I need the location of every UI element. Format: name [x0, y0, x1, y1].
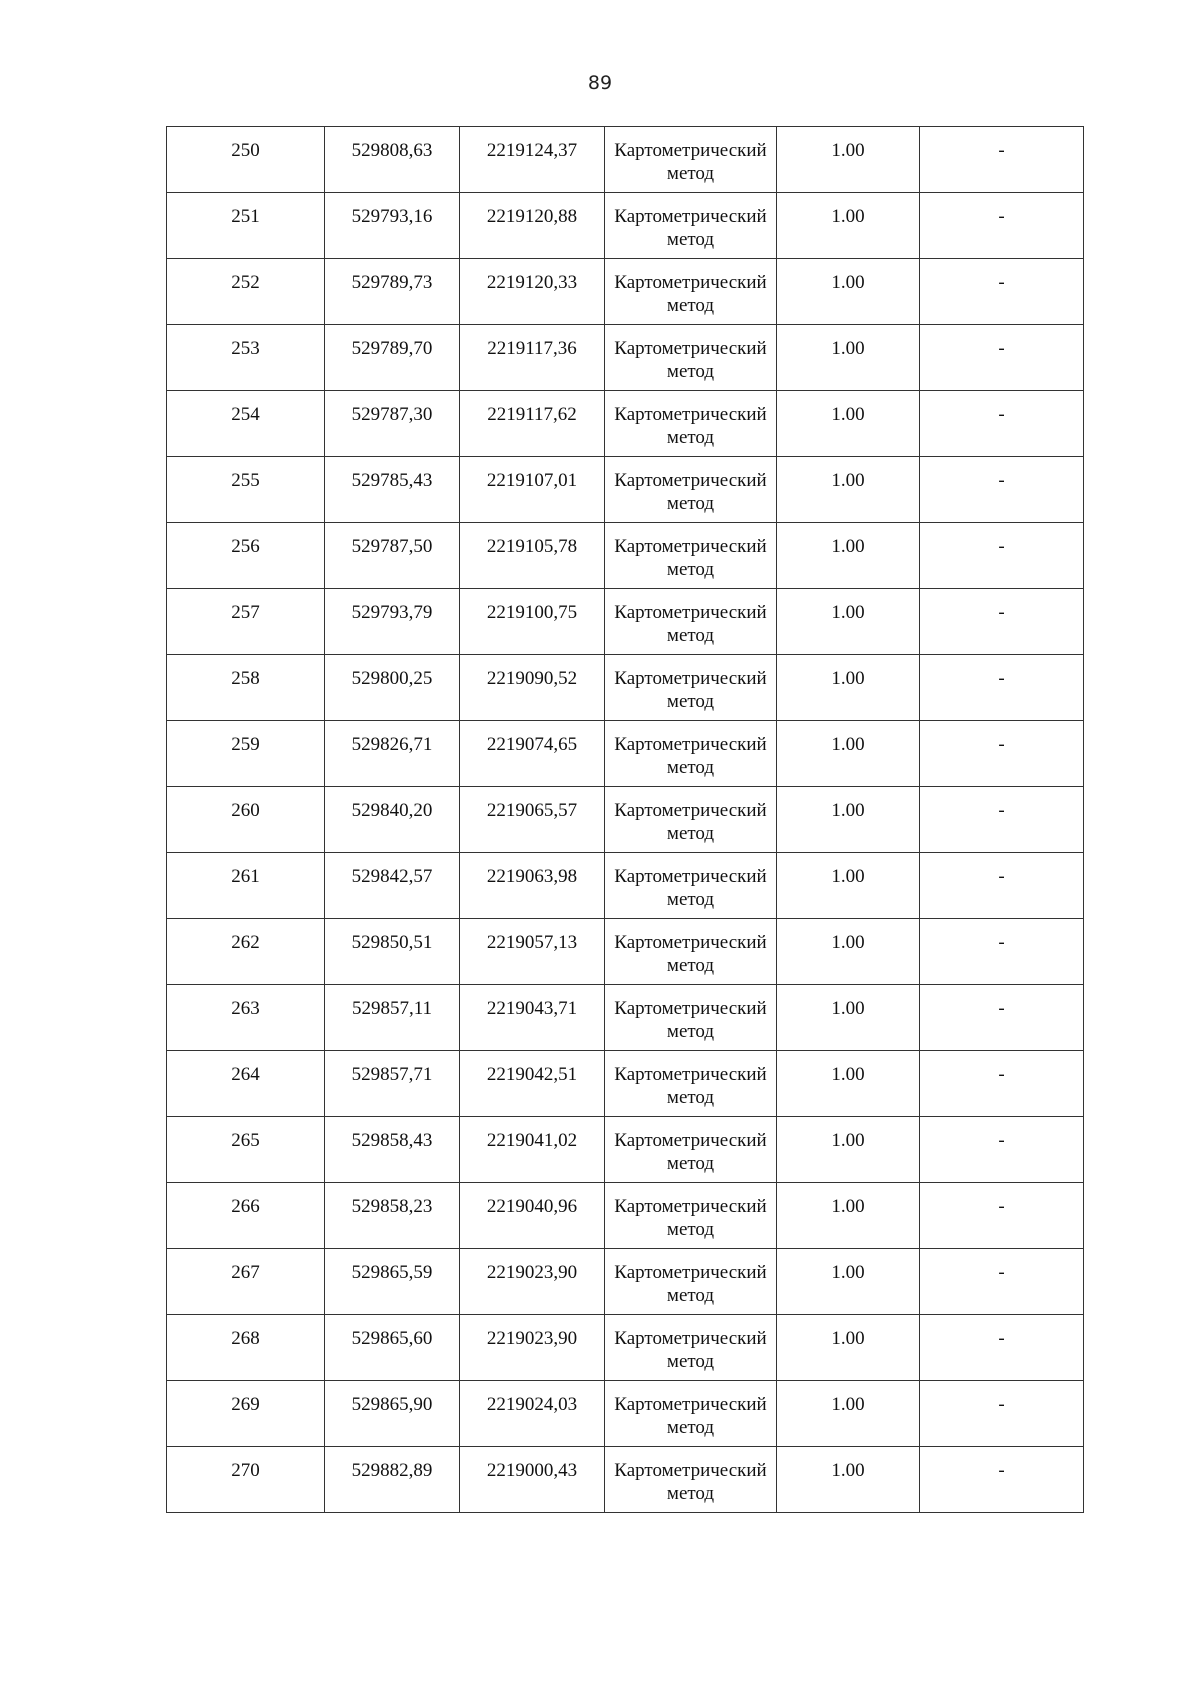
- accuracy-cell: 1.00: [777, 127, 920, 193]
- accuracy-cell: 1.00: [777, 457, 920, 523]
- table-row: [167, 721, 1084, 787]
- point-number-cell: 270: [167, 1447, 325, 1513]
- x-coordinate-cell: 529840,20: [325, 787, 460, 853]
- method-cell: Картометрический метод: [605, 523, 777, 589]
- x-coordinate-cell: 529785,43: [325, 457, 460, 523]
- accuracy-cell: 1.00: [777, 1183, 920, 1249]
- method-cell: Картометрический метод: [605, 985, 777, 1051]
- x-coordinate-cell: 529789,70: [325, 325, 460, 391]
- method-cell: Картометрический метод: [605, 1447, 777, 1513]
- y-coordinate-cell: 2219107,01: [460, 457, 605, 523]
- point-number-cell: 250: [167, 127, 325, 193]
- table-row: [167, 985, 1084, 1051]
- y-coordinate-cell: 2219090,52: [460, 655, 605, 721]
- y-coordinate-cell: 2219065,57: [460, 787, 605, 853]
- point-number-cell: 262: [167, 919, 325, 985]
- y-coordinate-cell: 2219120,88: [460, 193, 605, 259]
- method-cell: Картометрический метод: [605, 1051, 777, 1117]
- method-cell: Картометрический метод: [605, 721, 777, 787]
- point-number-cell: 261: [167, 853, 325, 919]
- method-cell: Картометрический метод: [605, 787, 777, 853]
- y-coordinate-cell: 2219041,02: [460, 1117, 605, 1183]
- table-row: [167, 391, 1084, 457]
- note-cell: -: [920, 259, 1084, 325]
- table-row: [167, 457, 1084, 523]
- x-coordinate-cell: 529787,50: [325, 523, 460, 589]
- table-row: [167, 853, 1084, 919]
- coordinates-table: [166, 126, 1084, 1513]
- method-cell: Картометрический метод: [605, 853, 777, 919]
- note-cell: -: [920, 523, 1084, 589]
- y-coordinate-cell: 2219117,62: [460, 391, 605, 457]
- y-coordinate-cell: 2219042,51: [460, 1051, 605, 1117]
- method-cell: Картометрический метод: [605, 919, 777, 985]
- note-cell: -: [920, 985, 1084, 1051]
- point-number-cell: 257: [167, 589, 325, 655]
- accuracy-cell: 1.00: [777, 1117, 920, 1183]
- accuracy-cell: 1.00: [777, 259, 920, 325]
- note-cell: -: [920, 1051, 1084, 1117]
- y-coordinate-cell: 2219074,65: [460, 721, 605, 787]
- point-number-cell: 255: [167, 457, 325, 523]
- table-row: [167, 1117, 1084, 1183]
- note-cell: -: [920, 589, 1084, 655]
- x-coordinate-cell: 529850,51: [325, 919, 460, 985]
- x-coordinate-cell: 529808,63: [325, 127, 460, 193]
- point-number-cell: 258: [167, 655, 325, 721]
- accuracy-cell: 1.00: [777, 325, 920, 391]
- y-coordinate-cell: 2219105,78: [460, 523, 605, 589]
- note-cell: -: [920, 127, 1084, 193]
- method-cell: Картометрический метод: [605, 457, 777, 523]
- x-coordinate-cell: 529826,71: [325, 721, 460, 787]
- table-row: [167, 127, 1084, 193]
- table-row: [167, 325, 1084, 391]
- accuracy-cell: 1.00: [777, 787, 920, 853]
- coordinates-table-body: [167, 127, 1084, 1513]
- table-row: [167, 193, 1084, 259]
- table-row: [167, 1183, 1084, 1249]
- point-number-cell: 252: [167, 259, 325, 325]
- accuracy-cell: 1.00: [777, 1051, 920, 1117]
- accuracy-cell: 1.00: [777, 1249, 920, 1315]
- accuracy-cell: 1.00: [777, 721, 920, 787]
- y-coordinate-cell: 2219000,43: [460, 1447, 605, 1513]
- accuracy-cell: 1.00: [777, 589, 920, 655]
- method-cell: Картометрический метод: [605, 1183, 777, 1249]
- y-coordinate-cell: 2219124,37: [460, 127, 605, 193]
- point-number-cell: 267: [167, 1249, 325, 1315]
- x-coordinate-cell: 529842,57: [325, 853, 460, 919]
- note-cell: -: [920, 1315, 1084, 1381]
- method-cell: Картометрический метод: [605, 193, 777, 259]
- y-coordinate-cell: 2219100,75: [460, 589, 605, 655]
- accuracy-cell: 1.00: [777, 193, 920, 259]
- point-number-cell: 253: [167, 325, 325, 391]
- accuracy-cell: 1.00: [777, 1381, 920, 1447]
- table-row: [167, 1315, 1084, 1381]
- point-number-cell: 251: [167, 193, 325, 259]
- point-number-cell: 266: [167, 1183, 325, 1249]
- note-cell: -: [920, 787, 1084, 853]
- note-cell: -: [920, 1249, 1084, 1315]
- table-row: [167, 919, 1084, 985]
- accuracy-cell: 1.00: [777, 919, 920, 985]
- accuracy-cell: 1.00: [777, 523, 920, 589]
- table-row: [167, 1051, 1084, 1117]
- accuracy-cell: 1.00: [777, 391, 920, 457]
- point-number-cell: 269: [167, 1381, 325, 1447]
- method-cell: Картометрический метод: [605, 589, 777, 655]
- y-coordinate-cell: 2219023,90: [460, 1315, 605, 1381]
- note-cell: -: [920, 457, 1084, 523]
- x-coordinate-cell: 529793,16: [325, 193, 460, 259]
- method-cell: Картометрический метод: [605, 259, 777, 325]
- note-cell: -: [920, 325, 1084, 391]
- method-cell: Картометрический метод: [605, 1381, 777, 1447]
- table-row: [167, 1447, 1084, 1513]
- y-coordinate-cell: 2219040,96: [460, 1183, 605, 1249]
- accuracy-cell: 1.00: [777, 853, 920, 919]
- point-number-cell: 259: [167, 721, 325, 787]
- method-cell: Картометрический метод: [605, 127, 777, 193]
- point-number-cell: 264: [167, 1051, 325, 1117]
- x-coordinate-cell: 529787,30: [325, 391, 460, 457]
- note-cell: -: [920, 193, 1084, 259]
- x-coordinate-cell: 529865,90: [325, 1381, 460, 1447]
- y-coordinate-cell: 2219117,36: [460, 325, 605, 391]
- table-row: [167, 523, 1084, 589]
- y-coordinate-cell: 2219023,90: [460, 1249, 605, 1315]
- method-cell: Картометрический метод: [605, 1249, 777, 1315]
- note-cell: -: [920, 1381, 1084, 1447]
- note-cell: -: [920, 1117, 1084, 1183]
- point-number-cell: 268: [167, 1315, 325, 1381]
- note-cell: -: [920, 721, 1084, 787]
- table-row: [167, 1249, 1084, 1315]
- y-coordinate-cell: 2219024,03: [460, 1381, 605, 1447]
- x-coordinate-cell: 529857,71: [325, 1051, 460, 1117]
- note-cell: -: [920, 655, 1084, 721]
- table-row: [167, 1381, 1084, 1447]
- note-cell: -: [920, 391, 1084, 457]
- method-cell: Картометрический метод: [605, 655, 777, 721]
- table-row: [167, 589, 1084, 655]
- y-coordinate-cell: 2219063,98: [460, 853, 605, 919]
- accuracy-cell: 1.00: [777, 985, 920, 1051]
- point-number-cell: 263: [167, 985, 325, 1051]
- method-cell: Картометрический метод: [605, 1117, 777, 1183]
- point-number-cell: 265: [167, 1117, 325, 1183]
- method-cell: Картометрический метод: [605, 325, 777, 391]
- x-coordinate-cell: 529800,25: [325, 655, 460, 721]
- point-number-cell: 260: [167, 787, 325, 853]
- x-coordinate-cell: 529865,60: [325, 1315, 460, 1381]
- accuracy-cell: 1.00: [777, 1447, 920, 1513]
- note-cell: -: [920, 1183, 1084, 1249]
- accuracy-cell: 1.00: [777, 1315, 920, 1381]
- x-coordinate-cell: 529789,73: [325, 259, 460, 325]
- method-cell: Картометрический метод: [605, 1315, 777, 1381]
- x-coordinate-cell: 529865,59: [325, 1249, 460, 1315]
- y-coordinate-cell: 2219043,71: [460, 985, 605, 1051]
- table-row: [167, 655, 1084, 721]
- page-number: 89: [587, 72, 613, 94]
- table-row: [167, 259, 1084, 325]
- point-number-cell: 254: [167, 391, 325, 457]
- x-coordinate-cell: 529858,43: [325, 1117, 460, 1183]
- x-coordinate-cell: 529793,79: [325, 589, 460, 655]
- table-row: [167, 787, 1084, 853]
- point-number-cell: 256: [167, 523, 325, 589]
- y-coordinate-cell: 2219120,33: [460, 259, 605, 325]
- method-cell: Картометрический метод: [605, 391, 777, 457]
- x-coordinate-cell: 529857,11: [325, 985, 460, 1051]
- x-coordinate-cell: 529858,23: [325, 1183, 460, 1249]
- accuracy-cell: 1.00: [777, 655, 920, 721]
- note-cell: -: [920, 919, 1084, 985]
- x-coordinate-cell: 529882,89: [325, 1447, 460, 1513]
- y-coordinate-cell: 2219057,13: [460, 919, 605, 985]
- note-cell: -: [920, 853, 1084, 919]
- note-cell: -: [920, 1447, 1084, 1513]
